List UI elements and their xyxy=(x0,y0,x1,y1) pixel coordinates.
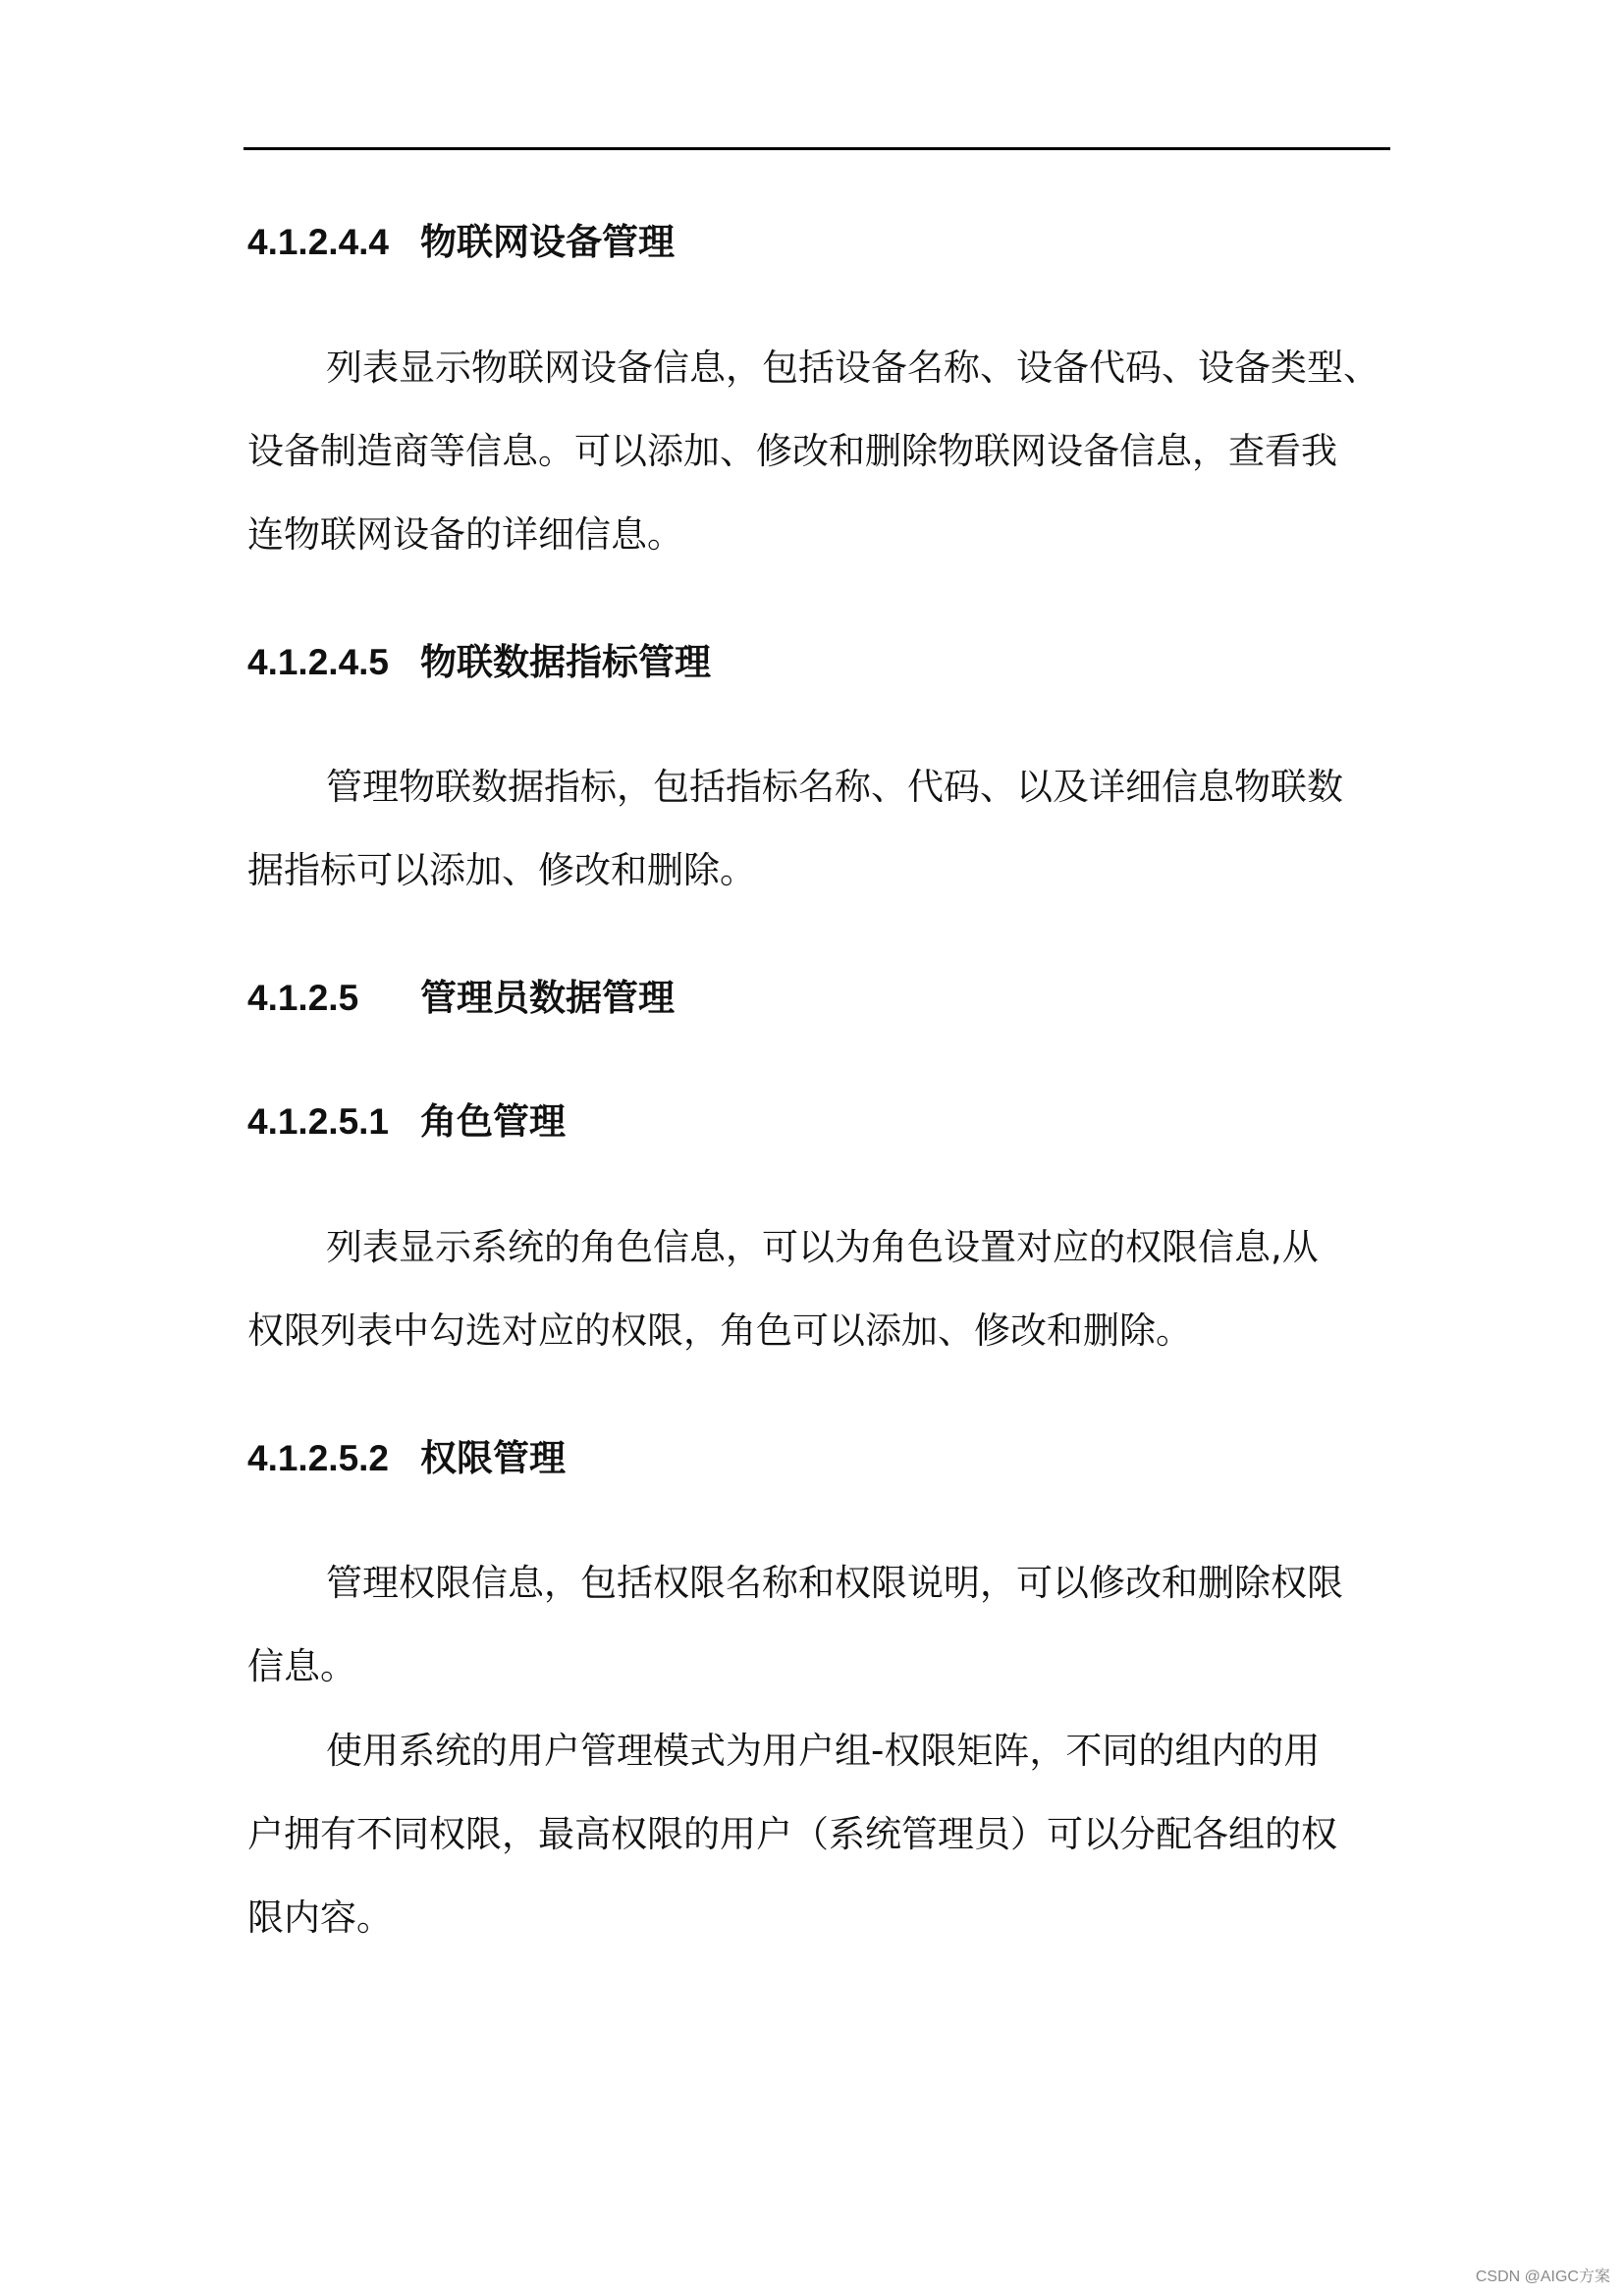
section-title: 物联网设备管理 xyxy=(420,221,675,263)
section-title: 管理员数据管理 xyxy=(420,977,675,1019)
paragraph-line: 权限列表中勾选对应的权限，角色可以添加、修改和删除。 xyxy=(247,1309,1192,1352)
watermark: CSDN @AIGC方案 xyxy=(1475,2269,1610,2285)
section-number: 4.1.2.5 xyxy=(247,978,359,1018)
section-heading xyxy=(247,641,711,683)
header-rule xyxy=(244,147,1390,150)
paragraph-line: 使用系统的用户管理模式为用户组-权限矩阵，不同的组内的用 xyxy=(326,1730,1321,1772)
section-title: 权限管理 xyxy=(420,1437,566,1479)
section-heading xyxy=(247,221,675,263)
paragraph-line: 列表显示系统的角色信息，可以为角色设置对应的权限信息,从 xyxy=(326,1226,1319,1268)
section-heading xyxy=(247,977,675,1019)
section-number: 4.1.2.4.5 xyxy=(247,642,390,682)
section-heading xyxy=(247,1437,566,1479)
paragraph-line: 连物联网设备的详细信息。 xyxy=(247,513,683,556)
section-number: 4.1.2.5.2 xyxy=(247,1438,390,1478)
section-number: 4.1.2.4.4 xyxy=(247,222,390,262)
section-title: 物联数据指标管理 xyxy=(420,641,711,683)
paragraph-line: 管理物联数据指标，包括指标名称、代码、以及详细信息物联数 xyxy=(326,766,1343,808)
paragraph-line: 据指标可以添加、修改和删除。 xyxy=(247,849,756,891)
paragraph-line: 管理权限信息，包括权限名称和权限说明，可以修改和删除权限 xyxy=(326,1562,1343,1604)
section-title: 角色管理 xyxy=(420,1100,566,1143)
paragraph-line: 设备制造商等信息。可以添加、修改和删除物联网设备信息，查看我 xyxy=(247,430,1337,472)
paragraph-line: 列表显示物联网设备信息，包括设备名称、设备代码、设备类型、 xyxy=(326,347,1380,389)
paragraph-line: 信息。 xyxy=(247,1645,356,1687)
paragraph-line: 限内容。 xyxy=(247,1896,393,1939)
section-heading xyxy=(247,1100,566,1143)
section-number: 4.1.2.5.1 xyxy=(247,1101,390,1142)
paragraph-line: 户拥有不同权限，最高权限的用户（系统管理员）可以分配各组的权 xyxy=(247,1813,1337,1855)
